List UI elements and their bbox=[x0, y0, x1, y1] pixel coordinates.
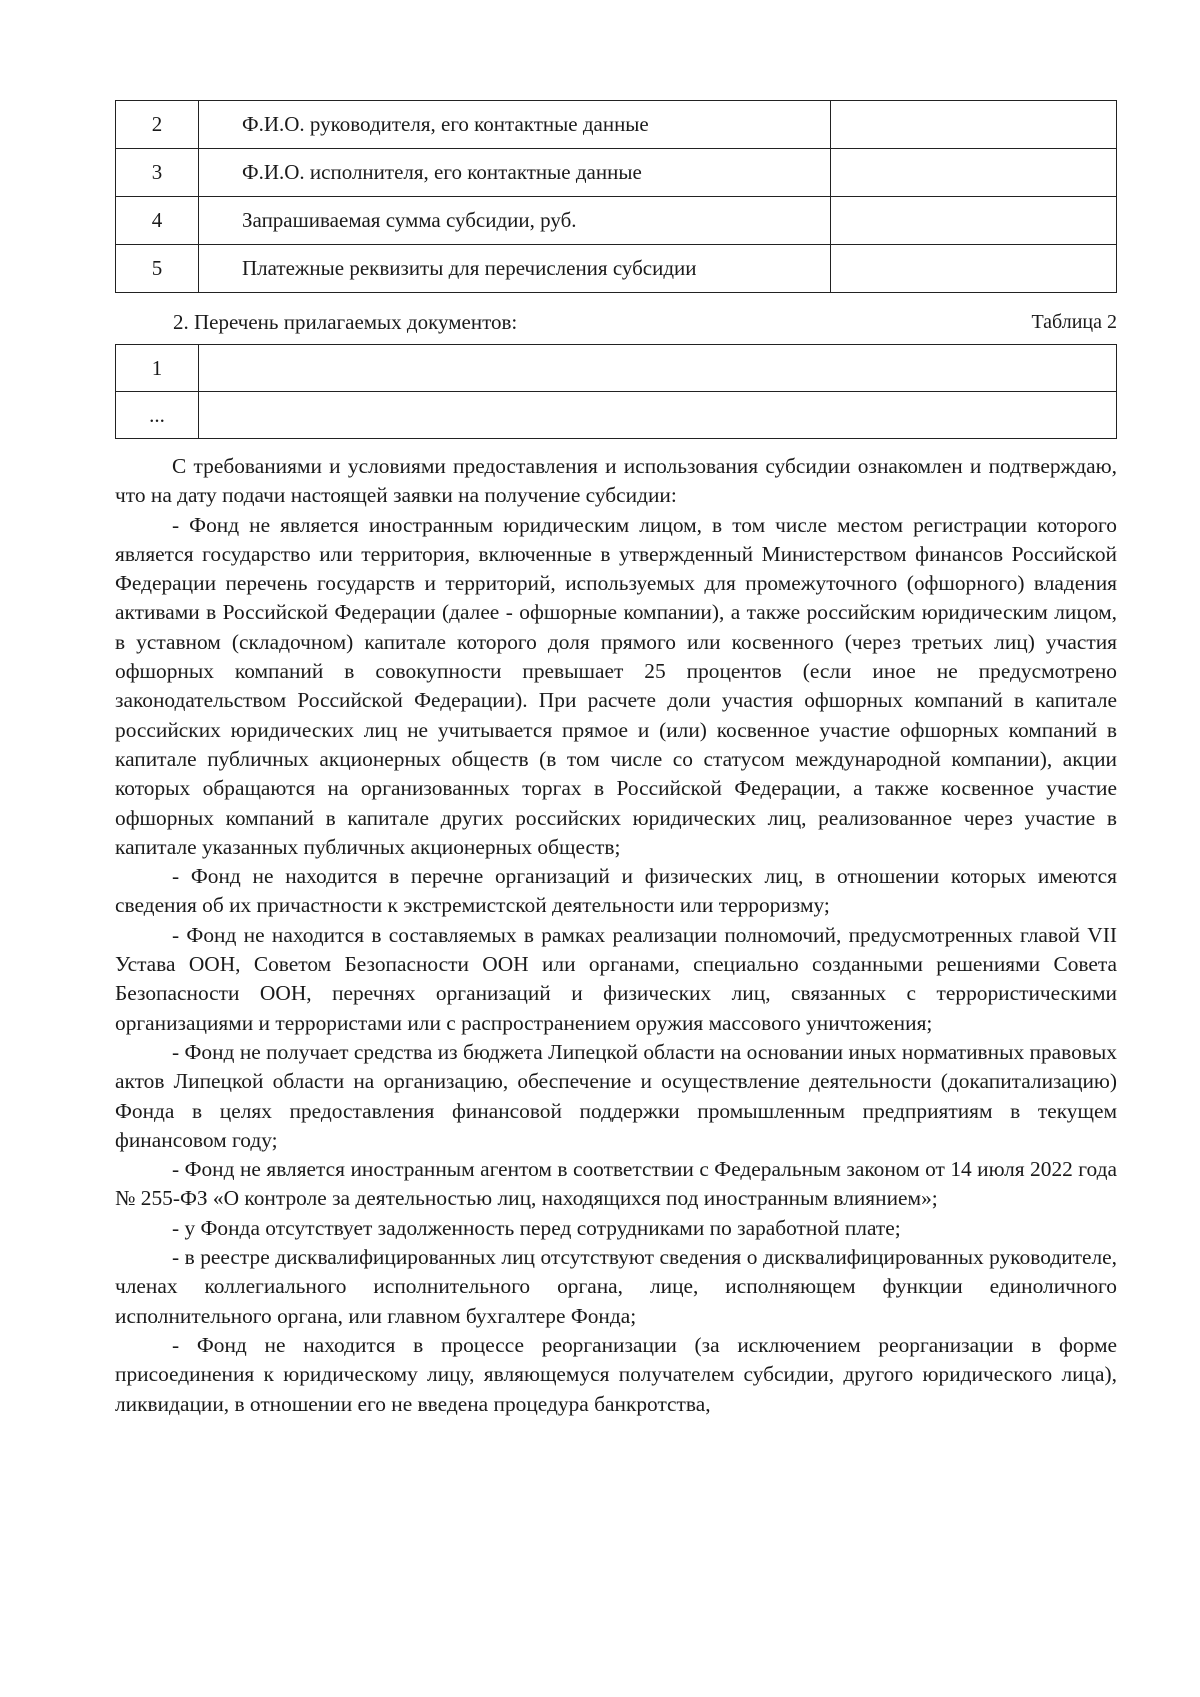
row-label: Ф.И.О. руководителя, его контактные данные bbox=[199, 101, 831, 149]
row-number: 3 bbox=[116, 149, 199, 197]
table-number-label: Таблица 2 bbox=[1031, 311, 1117, 333]
row-value-cell[interactable] bbox=[831, 245, 1117, 293]
list-item: - у Фонда отсутствует задолженность перед сотрудниками по заработной плате; bbox=[172, 1215, 901, 1240]
section-heading: 2. Перечень прилагаемых документов: bbox=[173, 310, 518, 334]
list-item: - Фонд не находится в перечне организаций и физических лиц, в отношении которых имеются сведения об их причастности к экстремистской деятельности или терроризму; bbox=[115, 864, 1117, 918]
row-label: Платежные реквизиты для перечисления субсидии bbox=[199, 245, 831, 293]
application-info-table bbox=[115, 100, 1117, 293]
row-value-cell[interactable] bbox=[831, 149, 1117, 197]
row-label: Запрашиваемая сумма субсидии, руб. bbox=[199, 197, 831, 245]
row-number: 4 bbox=[116, 197, 199, 245]
row-value-cell[interactable] bbox=[831, 101, 1117, 149]
row-value-cell[interactable] bbox=[199, 392, 1117, 439]
table-row bbox=[116, 149, 1117, 197]
declaration-text bbox=[115, 452, 1117, 1419]
list-item: - Фонд не является иностранным юридическим лицом, в том числе местом регистрации которого является государство или территория, включенные в утвержденный Министерством финансов Российской Федерации перечень государств и территорий, используемых для промежуточного (офшорного) владения активами в Российской Федерации (далее - офшорные компании), а также российским юридическим лицом, в уставном (складочном) капитале которого доля прямого или косвенного (через третьих лиц) участия офшорных компаний в совокупности превышает 25 процентов (если иное не предусмотрено законодательством Российской Федерации). При расчете доли участия офшорных компаний в капитале российских юридических лиц не учитывается прямое и (или) косвенное участие офшорных компаний в капитале публичных акционерных обществ (в том числе со статусом международной компании), акции которых обращаются на организованных торгах в Российской Федерации, а также косвенное участие офшорных компаний в капитале других российских юридических лиц, реализованное через участие в капитале указанных публичных акционерных обществ; bbox=[115, 512, 1117, 859]
list-item: - Фонд не находится в процессе реорганизации (за исключением реорганизации в форме присоединения к юридическому лицу, являющемуся получателем субсидии, другого юридического лица), ликвидации, в отношении его не введена процедура банкротства, bbox=[115, 1332, 1117, 1416]
row-value-cell[interactable] bbox=[831, 197, 1117, 245]
list-item: - в реестре дисквалифицированных лиц отсутствуют сведения о дисквалифицированных руководителе, членах коллегиального исполнительного органа, лице, исполняющем функции единоличного исполнительного органа, или главном бухгалтере Фонда; bbox=[115, 1245, 1117, 1328]
table-row bbox=[116, 345, 1117, 392]
table-row bbox=[116, 101, 1117, 149]
table-row bbox=[116, 392, 1117, 439]
row-label: Ф.И.О. исполнителя, его контактные данные bbox=[199, 149, 831, 197]
list-item: - Фонд не получает средства из бюджета Липецкой области на основании иных нормативных правовых актов Липецкой области на организацию, обеспечение и осуществление деятельности (докапитализацию) Фонда в целях предоставления финансовой поддержки промышленным предприятиям в текущем финансовом году; bbox=[115, 1039, 1117, 1152]
documents-list-caption bbox=[115, 310, 1117, 340]
row-value-cell[interactable] bbox=[199, 345, 1117, 392]
intro-paragraph: С требованиями и условиями предоставления и использования субсидии ознакомлен и подтверждаю, что на дату подачи настоящей заявки на получение субсидии: bbox=[115, 454, 1117, 508]
row-number: 1 bbox=[116, 345, 199, 392]
row-number: 2 bbox=[116, 101, 199, 149]
row-number: 5 bbox=[116, 245, 199, 293]
table-row bbox=[116, 245, 1117, 293]
documents-table bbox=[115, 344, 1117, 439]
list-item: - Фонд не находится в составляемых в рамках реализации полномочий, предусмотренных главой VII Устава ООН, Советом Безопасности ООН или органами, специально созданными решениями Совета Безопасности ООН, перечнях организаций и физических лиц, связанных с террористическими организациями и террористами или с распространением оружия массового уничтожения; bbox=[115, 922, 1117, 1035]
row-number: ... bbox=[116, 392, 199, 439]
table-row bbox=[116, 197, 1117, 245]
list-item: - Фонд не является иностранным агентом в соответствии с Федеральным законом от 14 июля 2022 года № 255-ФЗ «О контроле за деятельностью лиц, находящихся под иностранным влиянием»; bbox=[115, 1157, 1117, 1211]
